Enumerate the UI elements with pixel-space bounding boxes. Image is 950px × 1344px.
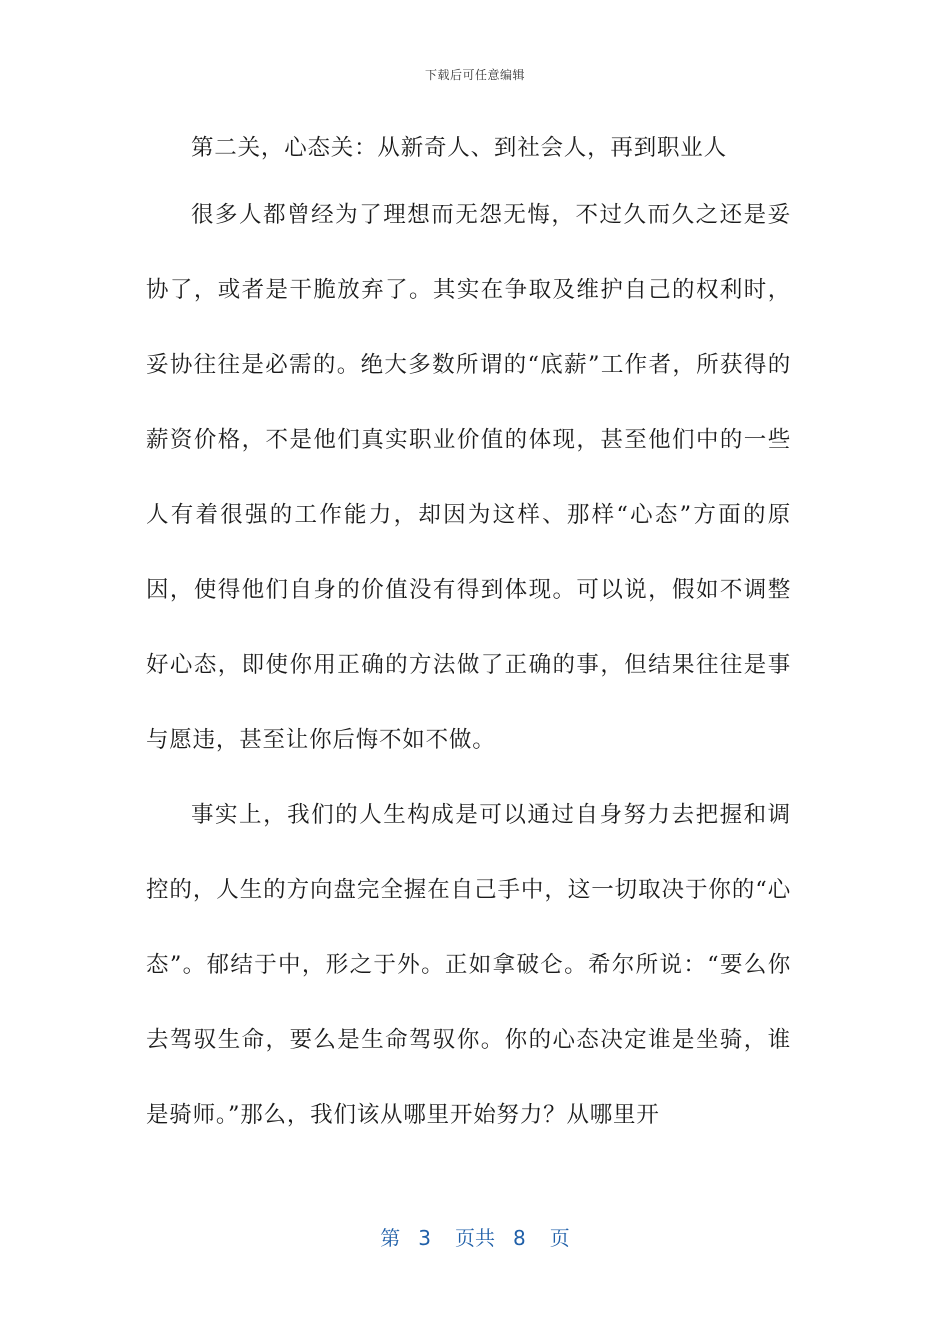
- document-body: [146, 118, 791, 1153]
- page-footer: [0, 1222, 950, 1251]
- footer-middle: 页共: [455, 1226, 495, 1250]
- footer-current-page: 3: [418, 1226, 431, 1250]
- paragraph-2: 事实上，我们的人生构成是可以通过自身努力去把握和调控的，人生的方向盘完全握在自己手中，这一切取决于你的“心态”。郁结于中，形之于外。正如拿破仑。希尔所说：“要么你去驾驭生命，要么是生命驾驭你。你的心态决定谁是坐骑，谁是骑师。”那么，我们该从哪里开始努力？从哪里开: [146, 802, 791, 1128]
- footer-suffix: 页: [549, 1226, 570, 1250]
- section-heading: 第二关，心态关：从新奇人、到社会人，再到职业人: [191, 135, 727, 161]
- footer-prefix: 第: [380, 1226, 401, 1250]
- footer-total-pages: 8: [513, 1226, 526, 1250]
- paragraph-1: 很多人都曾经为了理想而无怨无悔，不过久而久之还是妥协了，或者是干脆放弃了。其实在争取及维护自己的权利时，妥协往往是必需的。绝大多数所谓的“底薪”工作者，所获得的薪资价格，不是他们真实职业价值的体现，甚至他们中的一些人有着很强的工作能力，却因为这样、那样“心态”方面的原因，使得他们自身的价值没有得到体现。可以说，假如不调整好心态，即使你用正确的方法做了正确的事，但结果往往是事与愿违，甚至让你后悔不如不做。: [146, 202, 791, 753]
- header-note: 下载后可任意编辑: [424, 68, 525, 82]
